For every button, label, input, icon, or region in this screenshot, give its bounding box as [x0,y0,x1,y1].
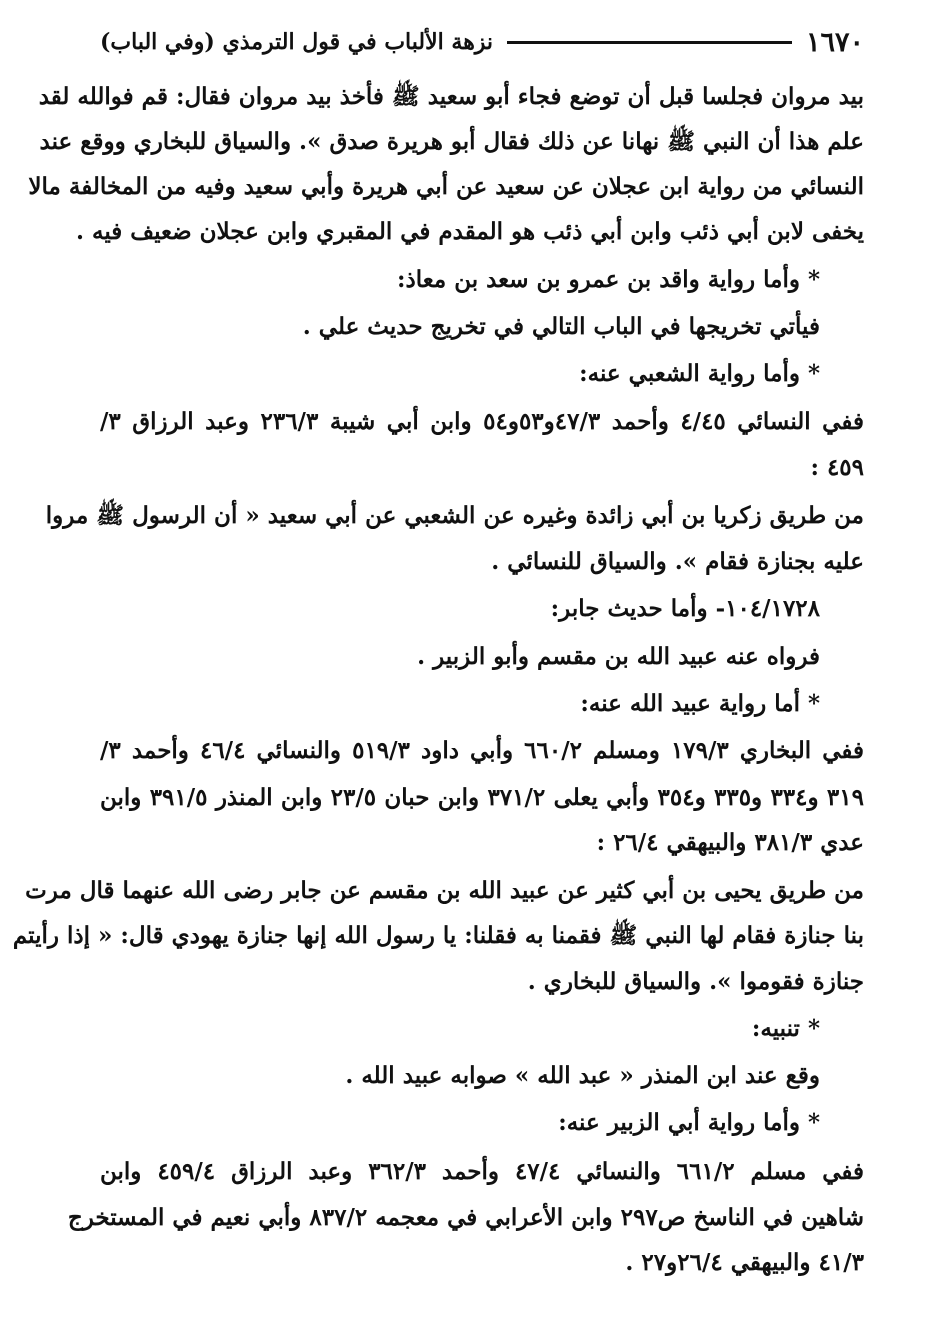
text-line: ٤١/٣ والبيهقي ٢٦/٤و٢٧ . [625,1249,864,1276]
text-line: يخفى لابن أبي ذئب وابن أبي ذئب هو المقدم في المقبري وابن عجلان ضعيف فيه . [76,218,864,245]
text-line: من طريق زكريا بن أبي زائدة وغيره عن الشعبي عن أبي سعيد « أن الرسول ﷺ مروا [45,502,864,529]
page-number: ١٦٧٠ [805,26,864,58]
section-heading: * وأما رواية أبي الزبير عنه: [558,1109,820,1136]
text-line: شاهين في الناسخ ص٢٩٧ وابن الأعرابي في معجمه ٨٣٧/٢ وأبي نعيم في المستخرج [67,1204,864,1231]
text-line: ٣١٩ و٣٣٤ و٣٣٥ و٣٥٤ وأبي يعلى ٣٧١/٢ وابن حبان ٢٣/٥ وابن المنذر ٣٩١/٥ وابن [100,784,864,811]
text-line: بنا جنازة فقام لها النبي ﷺ فقمنا به فقلنا: يا رسول الله إنها جنازة يهودي قال: « إذا رأيتم [12,922,864,949]
text-line: بيد مروان فجلسا قبل أن توضع فجاء أبو سعيد ﷺ فأخذ بيد مروان فقال: قم فوالله لقد [38,83,864,110]
text-line: فيأتي تخريجها في الباب التالي في تخريج حديث علي . [302,313,820,340]
section-heading: ١٠٤/١٧٢٨- وأما حديث جابر: [550,595,820,622]
text-line: علم هذا أن النبي ﷺ نهانا عن ذلك فقال أبو هريرة صدق ». والسياق للبخاري ووقع عند [39,128,864,155]
section-heading: * وأما رواية واقد بن عمرو بن سعد بن معاذ: [397,266,820,293]
text-line: النسائي من رواية ابن عجلان عن سعيد عن أبي هريرة وأبي سعيد وفيه من المخالفة مالا [28,173,864,200]
running-title: نزهة الألباب في قول الترمذي (وفي الباب) [100,29,494,55]
text-line: عدي ٣٨١/٣ والبيهقي ٢٦/٤ : [596,829,864,856]
text-line: من طريق يحيى بن أبي كثير عن عبيد الله بن مقسم عن جابر رضى الله عنهما قال مرت [25,877,864,904]
text-line: جنازة فقوموا ». والسياق للبخاري . [527,968,864,995]
header-rule [507,41,792,44]
section-heading: * وأما رواية الشعبي عنه: [579,360,820,387]
page-header [100,22,864,62]
text-line: عليه بجنازة فقام ». والسياق للنسائي . [491,548,864,575]
text-line: ففي البخاري ١٧٩/٣ ومسلم ٦٦٠/٢ وأبي داود ٥١٩/٣ والنسائي ٤٦/٤ وأحمد ٣/ [100,737,864,764]
section-heading: * أما رواية عبيد الله عنه: [580,690,820,717]
text-line: فرواه عنه عبيد الله بن مقسم وأبو الزبير . [417,643,820,670]
text-line: وقع عند ابن المنذر « عبد الله » صوابه عبيد الله . [345,1062,820,1089]
section-heading: * تنبيه: [751,1015,820,1042]
text-line: ففي مسلم ٦٦١/٢ والنسائي ٤٧/٤ وأحمد ٣٦٢/٣ وعبد الرزاق ٤٥٩/٤ وابن [100,1158,864,1185]
text-line: ٤٥٩ : [810,454,864,481]
text-line: ففي النسائي ٤/٤٥ وأحمد ٤٧/٣و٥٣و٥٤ وابن أبي شيبة ٢٣٦/٣ وعبد الرزاق ٣/ [100,408,864,435]
